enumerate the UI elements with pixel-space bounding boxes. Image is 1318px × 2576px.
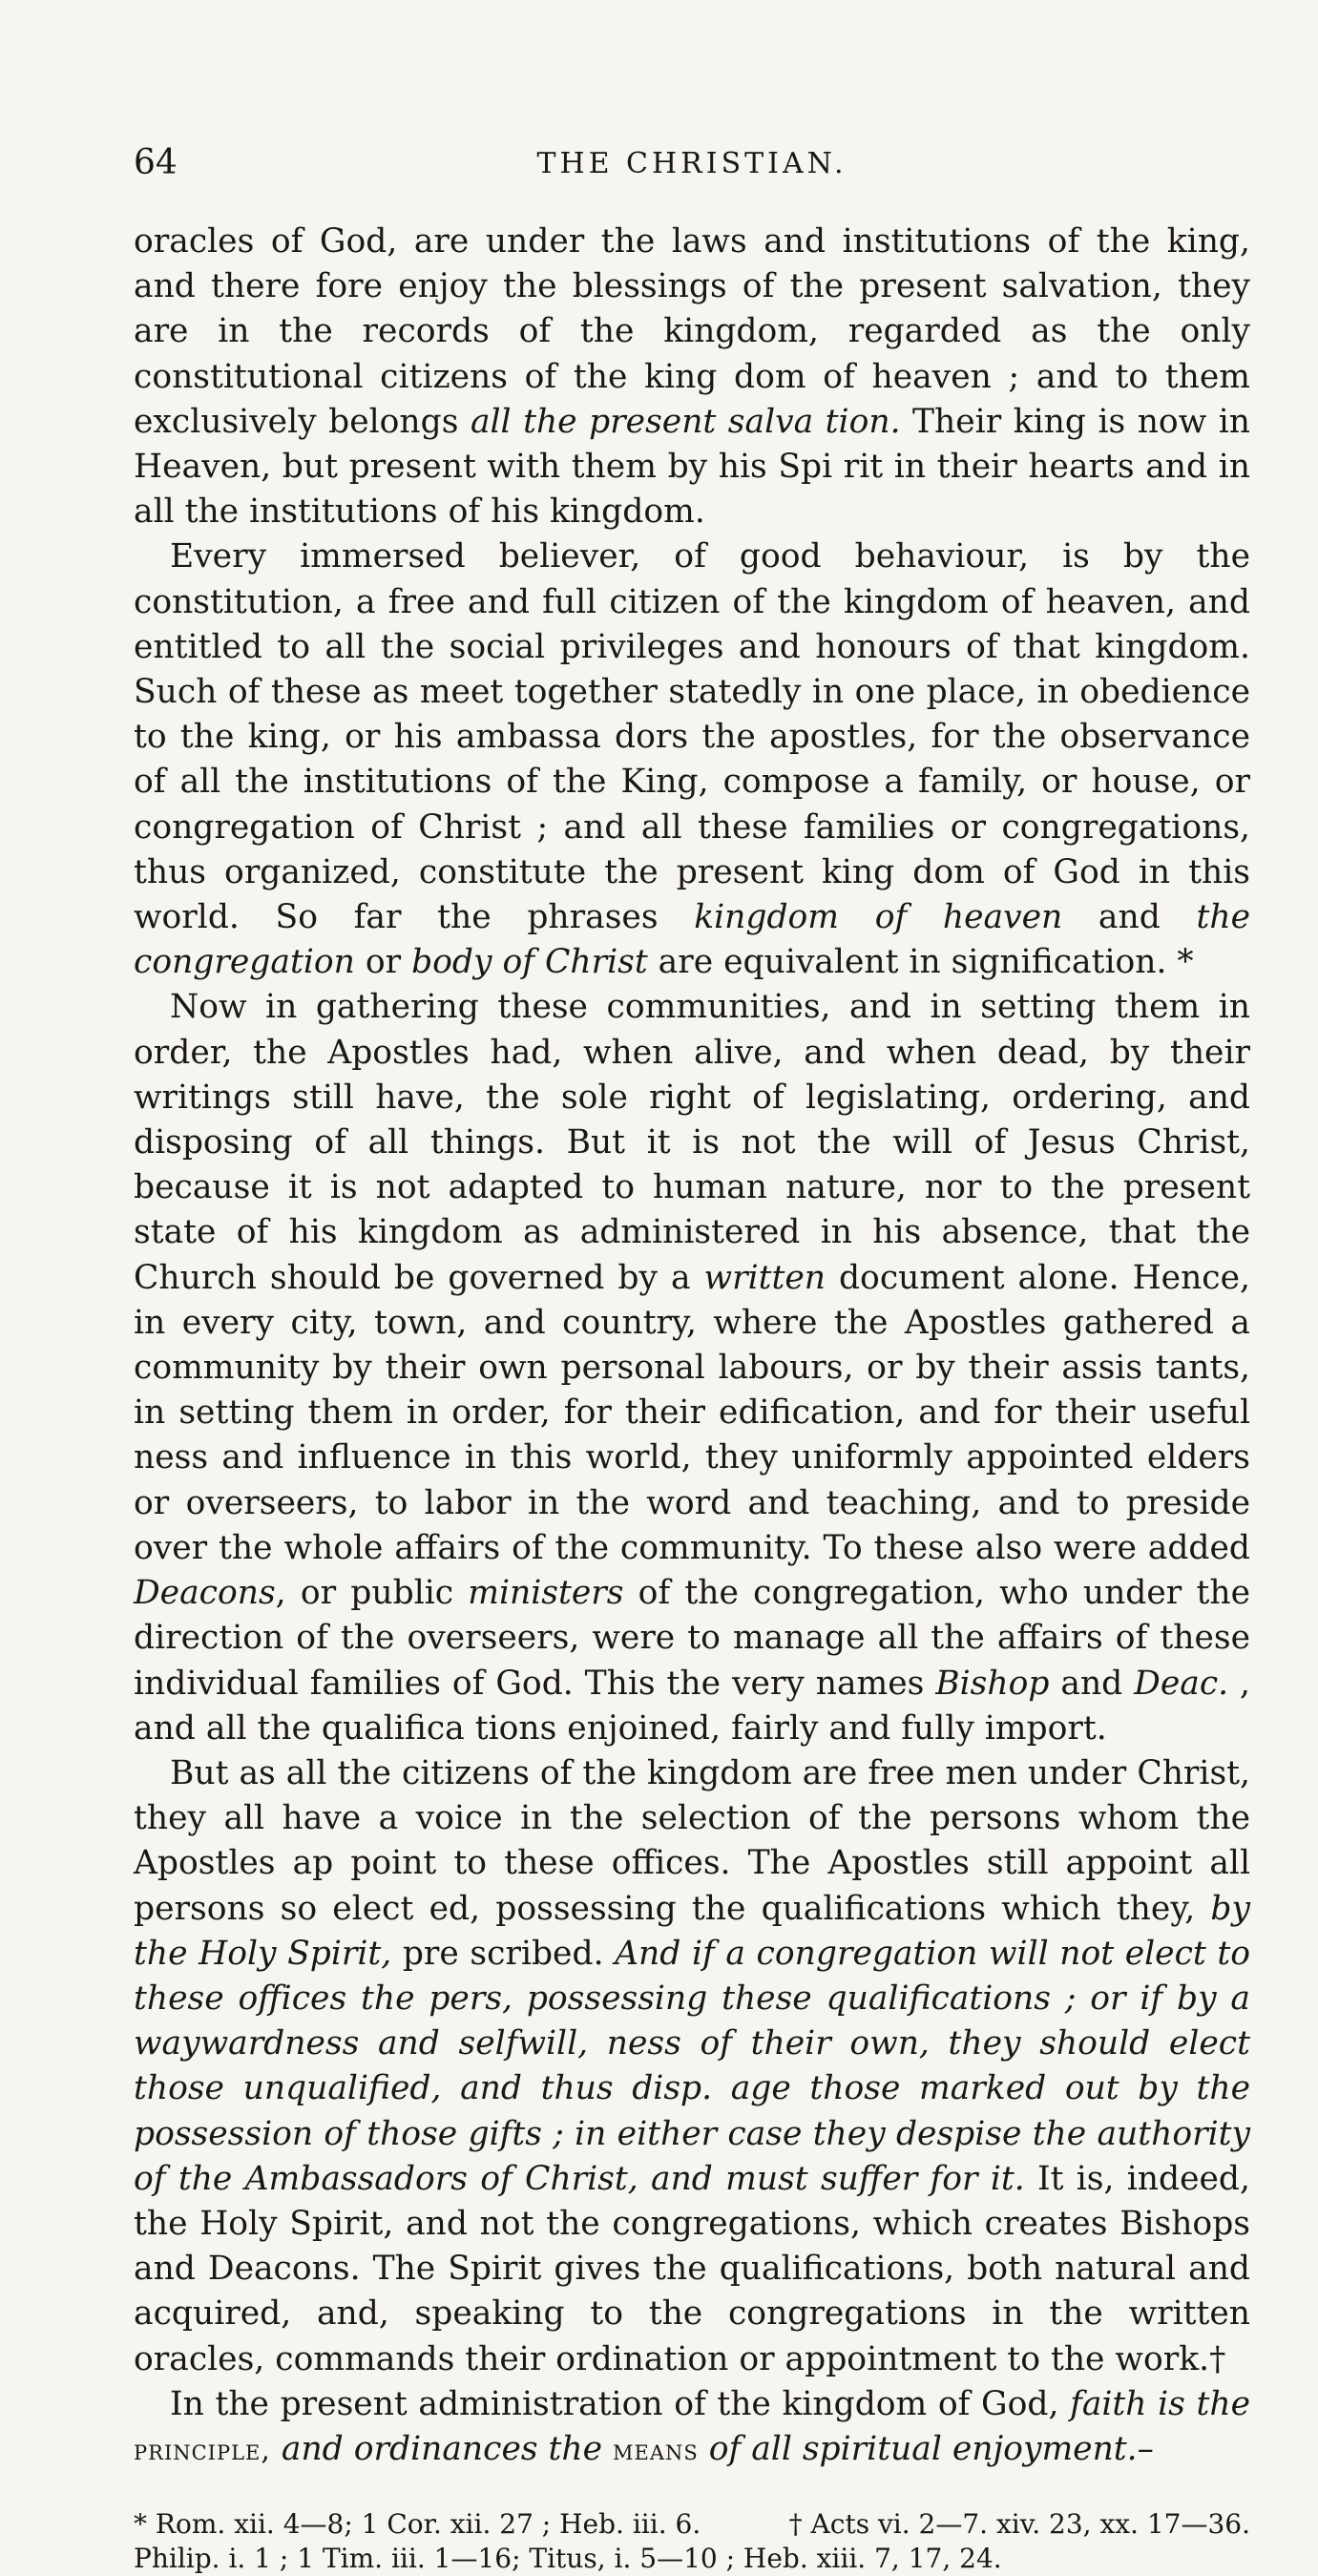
text-run: , and all the qualifica tions enjoined, fairly and fully import.: [134, 1664, 1250, 1748]
italic-run: and ordinances the: [281, 2429, 603, 2468]
text-run: and: [1049, 1664, 1135, 1703]
italic-run: body of Christ: [411, 943, 648, 982]
footnote-dagger: † Acts vi. 2—7. xiv. 23, xx. 17—36.: [788, 2508, 1250, 2541]
italic-run: ministers: [468, 1574, 624, 1613]
running-title: THE CHRISTIAN.: [536, 147, 847, 180]
text-run: pre scribed.: [391, 1934, 616, 1973]
footnote-row-2: Philip. i. 1 ; 1 Tim. iii. 1—16; Titus, i. 5—10 ; Heb. xiii. 7, 17, 24.: [134, 2543, 1002, 2575]
paragraph-4: [134, 1751, 1250, 2382]
text-run: It is, indeed, the Holy Spirit, and not the congregations, which creates Bishops and Deacons. The Spirit gives the qualifications, both natural and acquired, and, speaking to the congregations in the written oracles, commands their ordination or appointment to the work.†: [134, 2159, 1250, 2378]
italic-run: faith is the: [1070, 2384, 1250, 2423]
footnote-star: * Rom. xii. 4—8; 1 Cor. xii. 27 ; Heb. iii. 6.: [134, 2508, 701, 2541]
italic-run: all the present salva tion.: [470, 402, 901, 441]
text-run: are equivalent in signification. *: [647, 943, 1194, 982]
small-caps-run: means: [613, 2433, 699, 2467]
text-run: [602, 2430, 613, 2468]
paragraph-3: [134, 985, 1250, 1750]
page-number: 64: [134, 143, 178, 182]
text-run: In the present administration of the kingdom of God,: [170, 2384, 1071, 2423]
footnote-row-1: [134, 2507, 1250, 2542]
text-run: or: [354, 943, 412, 982]
small-caps-run: principle,: [134, 2433, 271, 2467]
text-run: document alone. Hence, in every city, town, and country, where the Apostles gathered a community by their own personal labours, or by their assis tants, in setting them in order, for their edification, and for their useful ness and influence in this world, they uniformly appointed elders or overseers, to labor in the word and teaching, and to preside over the whole affairs of the community. To these also were added: [134, 1258, 1250, 1567]
running-head: [134, 143, 1250, 191]
book-page: [134, 143, 1250, 2575]
italic-run: the congregation: [134, 898, 1250, 982]
italic-run: by the Holy Spirit,: [134, 1889, 1250, 1973]
text-run: Every immersed believer, of good behaviour, is by the constitution, a free and full citizen of the kingdom of heaven, and entitled to all the social privileges and honours of that kingdom. Such of these as meet together statedly in one place, in obedience to the king, or his ambassa dors the apostles, for the observance of all the institutions of the King, compose a family, or house, or congregation of Christ ; and all these families or congregations, thus organized, constitute the present king dom of God in this world. So far the phrases: [134, 537, 1250, 937]
body-text: [134, 220, 1250, 2473]
italic-run: of all spiritual enjoyment.–: [708, 2429, 1154, 2468]
italic-run: kingdom of heaven: [694, 898, 1063, 937]
text-run: But as all the citizens of the kingdom are free men under Christ, they all have a voice in the selection of the persons whom the Apostles ap point to these offices. The Apostles still appoint all persons so elect ed, possessing the qualifications which they,: [134, 1753, 1250, 1928]
text-run: of the congregation, who under the direction of the overseers, were to manage all the affairs of these individual families of God. This the very names: [134, 1574, 1250, 1703]
text-run: and: [1062, 898, 1197, 937]
text-run: Their king is now in Heaven, but present with them by his Spi rit in their hearts and in all the institutions of his kingdom.: [134, 402, 1250, 532]
text-run: , or public: [275, 1574, 469, 1613]
paragraph-2: [134, 534, 1250, 985]
paragraph-5: [134, 2382, 1250, 2473]
italic-run: Deacons: [134, 1574, 276, 1613]
italic-run: And if a congregation will not elect to these offices the pers, possessing these qualifications ; or if by a waywardness and selfwill, ness of their own, they should elect those unqualified, and thus disp. age those marked out by the possession of those gifts ; in either case they despise the authority of the Ambassadors of Christ, and must suffer for it.: [134, 1934, 1250, 2198]
text-run: oracles of God, are under the laws and institutions of the king, and there fore enjoy the blessings of the present salvation, they are in the records of the kingdom, regarded as the only constitutional citizens of the king dom of heaven ; and to them exclusively belongs: [134, 222, 1250, 441]
text-run: Now in gathering these communities, and in setting them in order, the Apostles had, when alive, and when dead, by their writings still have, the sole right of legislating, ordering, and disposing of all things. But it is not the will of Jesus Christ, because it is not adapted to human nature, nor to the present state of his kingdom as administered in his absence, that the Church should be governed by a: [134, 988, 1250, 1297]
footnotes: [134, 2507, 1250, 2576]
paragraph-1: [134, 220, 1250, 534]
italic-run: Bishop: [935, 1664, 1050, 1703]
text-run: [699, 2430, 709, 2468]
text-run: [271, 2430, 282, 2468]
italic-run: Deac.: [1134, 1664, 1229, 1703]
italic-run: written: [703, 1258, 826, 1297]
